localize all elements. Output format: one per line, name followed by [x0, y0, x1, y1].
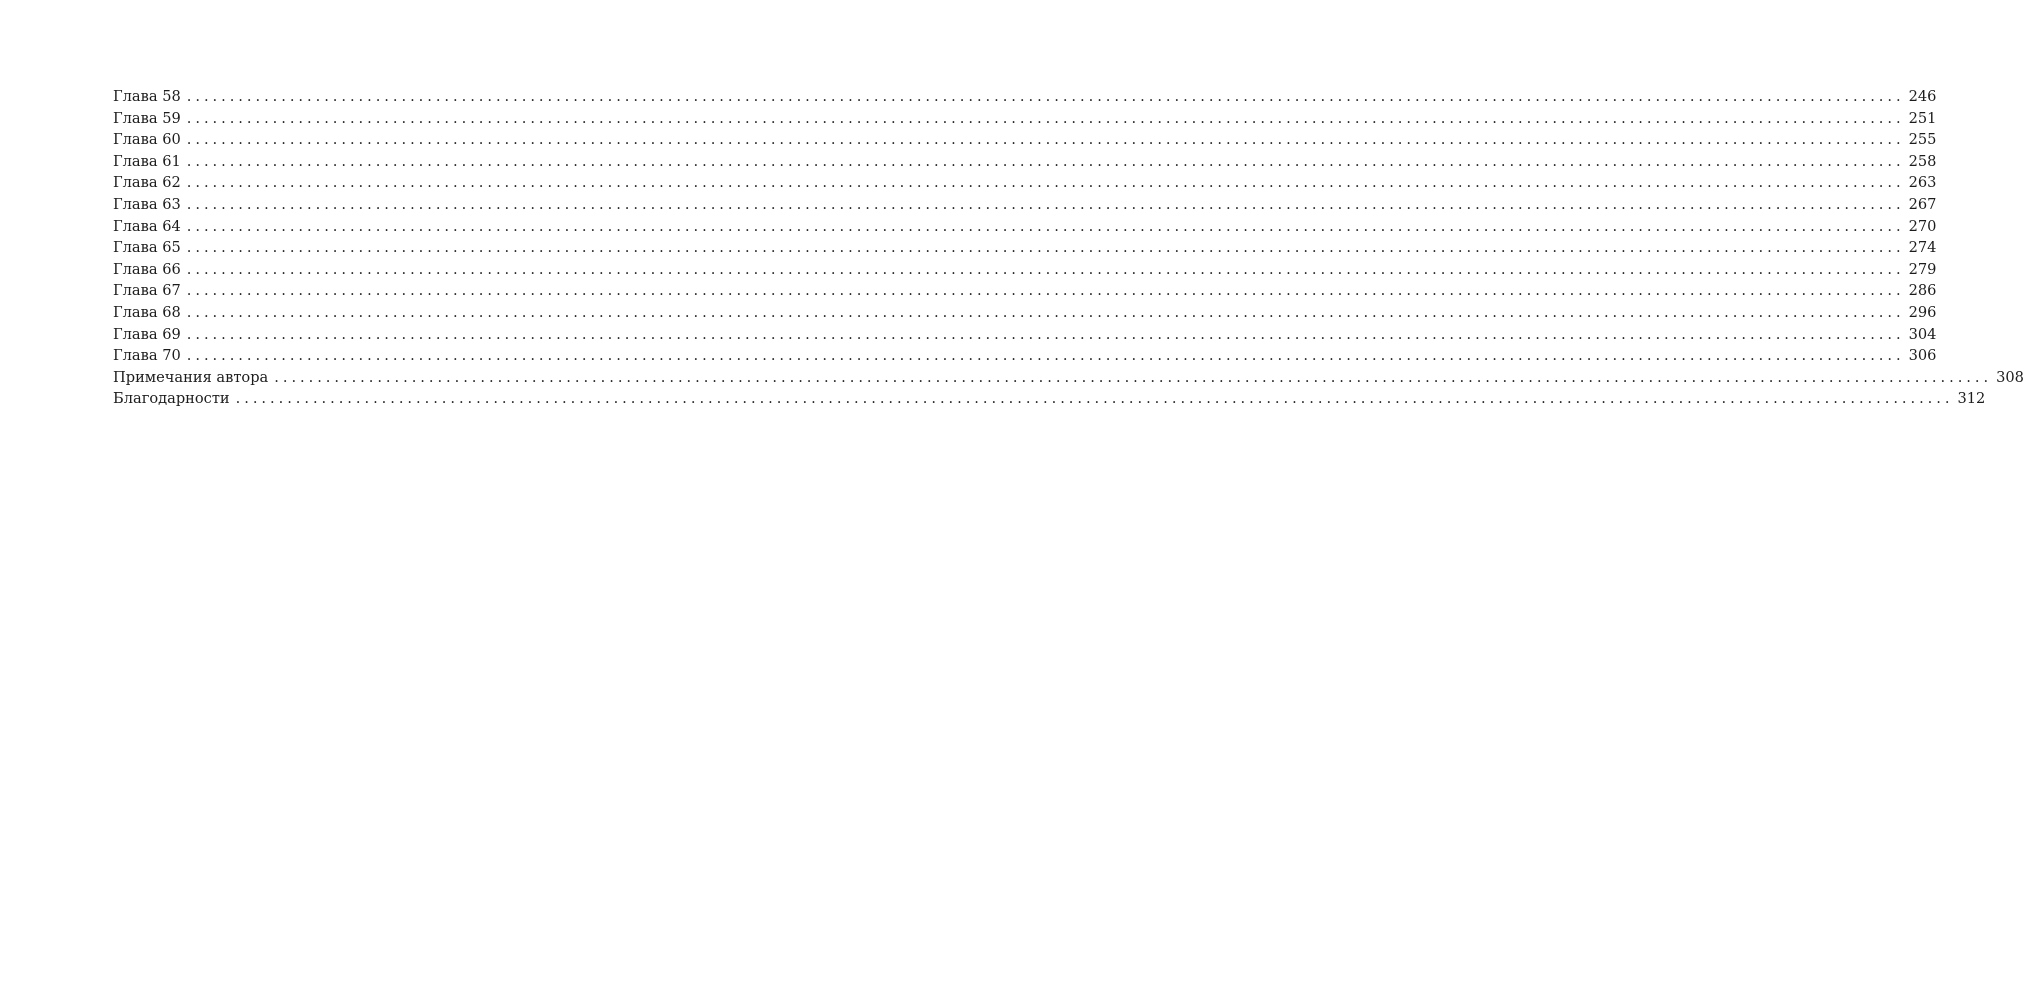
toc-entry-page: 312	[1957, 390, 1986, 408]
toc-entry-title: Глава 62	[113, 174, 181, 192]
toc-entry-title: Глава 63	[113, 195, 181, 213]
toc-entry-title: Глава 58	[113, 88, 181, 105]
toc-entry-chapter-68	[113, 302, 1937, 324]
toc-entry-page: 304	[1908, 325, 1937, 343]
toc-entry-page: 279	[1908, 260, 1937, 278]
toc-entry-author-notes	[113, 367, 2024, 389]
toc-entry-chapter-66	[113, 259, 1937, 281]
toc-entry-title: Благодарности	[113, 390, 230, 408]
dot-leader: ........................................................................................................................................................................................................	[186, 217, 1905, 235]
dot-leader: ........................................................................................................................................................................................................	[186, 88, 1905, 105]
toc-entry-title: Глава 68	[113, 303, 181, 321]
toc-entry-acknowledgements	[113, 388, 1986, 410]
dot-leader: ........................................................................................................................................................................................................	[186, 325, 1905, 343]
dot-leader: ........................................................................................................................................................................................................	[186, 174, 1905, 192]
toc-entry-title: Примечания автора	[113, 368, 269, 386]
toc-entry-page: 255	[1908, 131, 1937, 149]
toc-entry-title: Глава 67	[113, 282, 181, 300]
toc-entry-title: Глава 70	[113, 347, 181, 365]
toc-entry-chapter-61	[113, 151, 1937, 173]
toc-entry-page: 296	[1908, 303, 1937, 321]
dot-leader: ........................................................................................................................................................................................................	[186, 347, 1905, 365]
dot-leader: ........................................................................................................................................................................................................	[186, 131, 1905, 149]
toc-entry-title: Глава 66	[113, 260, 181, 278]
toc-entry-page: 306	[1908, 347, 1937, 365]
toc-entry-chapter-69	[113, 324, 1937, 346]
toc-entry-chapter-70	[113, 345, 1937, 367]
table-of-contents	[113, 86, 2024, 410]
dot-leader: ........................................................................................................................................................................................................	[186, 109, 1905, 127]
dot-leader: ........................................................................................................................................................................................................	[274, 368, 1993, 386]
dot-leader: ........................................................................................................................................................................................................	[186, 152, 1905, 170]
toc-entry-chapter-63	[113, 194, 1937, 216]
toc-entry-title: Глава 60	[113, 131, 181, 149]
toc-entry-title: Глава 65	[113, 239, 181, 257]
toc-entry-page: 308	[1996, 368, 2024, 386]
toc-entry-chapter-60	[113, 129, 1937, 151]
toc-entry-page: 263	[1908, 174, 1937, 192]
dot-leader: ........................................................................................................................................................................................................	[186, 260, 1905, 278]
toc-entry-title: Глава 69	[113, 325, 181, 343]
toc-entry-title: Глава 61	[113, 152, 181, 170]
toc-entry-chapter-65	[113, 237, 1937, 259]
toc-entry-title: Глава 64	[113, 217, 181, 235]
toc-entry-chapter-59	[113, 108, 1937, 130]
toc-entry-page: 246	[1908, 88, 1937, 105]
dot-leader: ........................................................................................................................................................................................................	[186, 239, 1905, 257]
toc-entry-page: 258	[1908, 152, 1937, 170]
toc-entry-page: 274	[1908, 239, 1937, 257]
toc-entry-chapter-58	[113, 86, 1937, 108]
toc-entry-page: 270	[1908, 217, 1937, 235]
dot-leader: ........................................................................................................................................................................................................	[186, 282, 1905, 300]
toc-entry-title: Глава 59	[113, 109, 181, 127]
dot-leader: ........................................................................................................................................................................................................	[186, 303, 1905, 321]
toc-entry-page: 251	[1908, 109, 1937, 127]
toc-entry-page: 267	[1908, 195, 1937, 213]
toc-entry-page: 286	[1908, 282, 1937, 300]
toc-entry-chapter-62	[113, 172, 1937, 194]
toc-entry-chapter-67	[113, 280, 1937, 302]
toc-entry-chapter-64	[113, 216, 1937, 238]
dot-leader: ........................................................................................................................................................................................................	[235, 390, 1954, 408]
dot-leader: ........................................................................................................................................................................................................	[186, 195, 1905, 213]
